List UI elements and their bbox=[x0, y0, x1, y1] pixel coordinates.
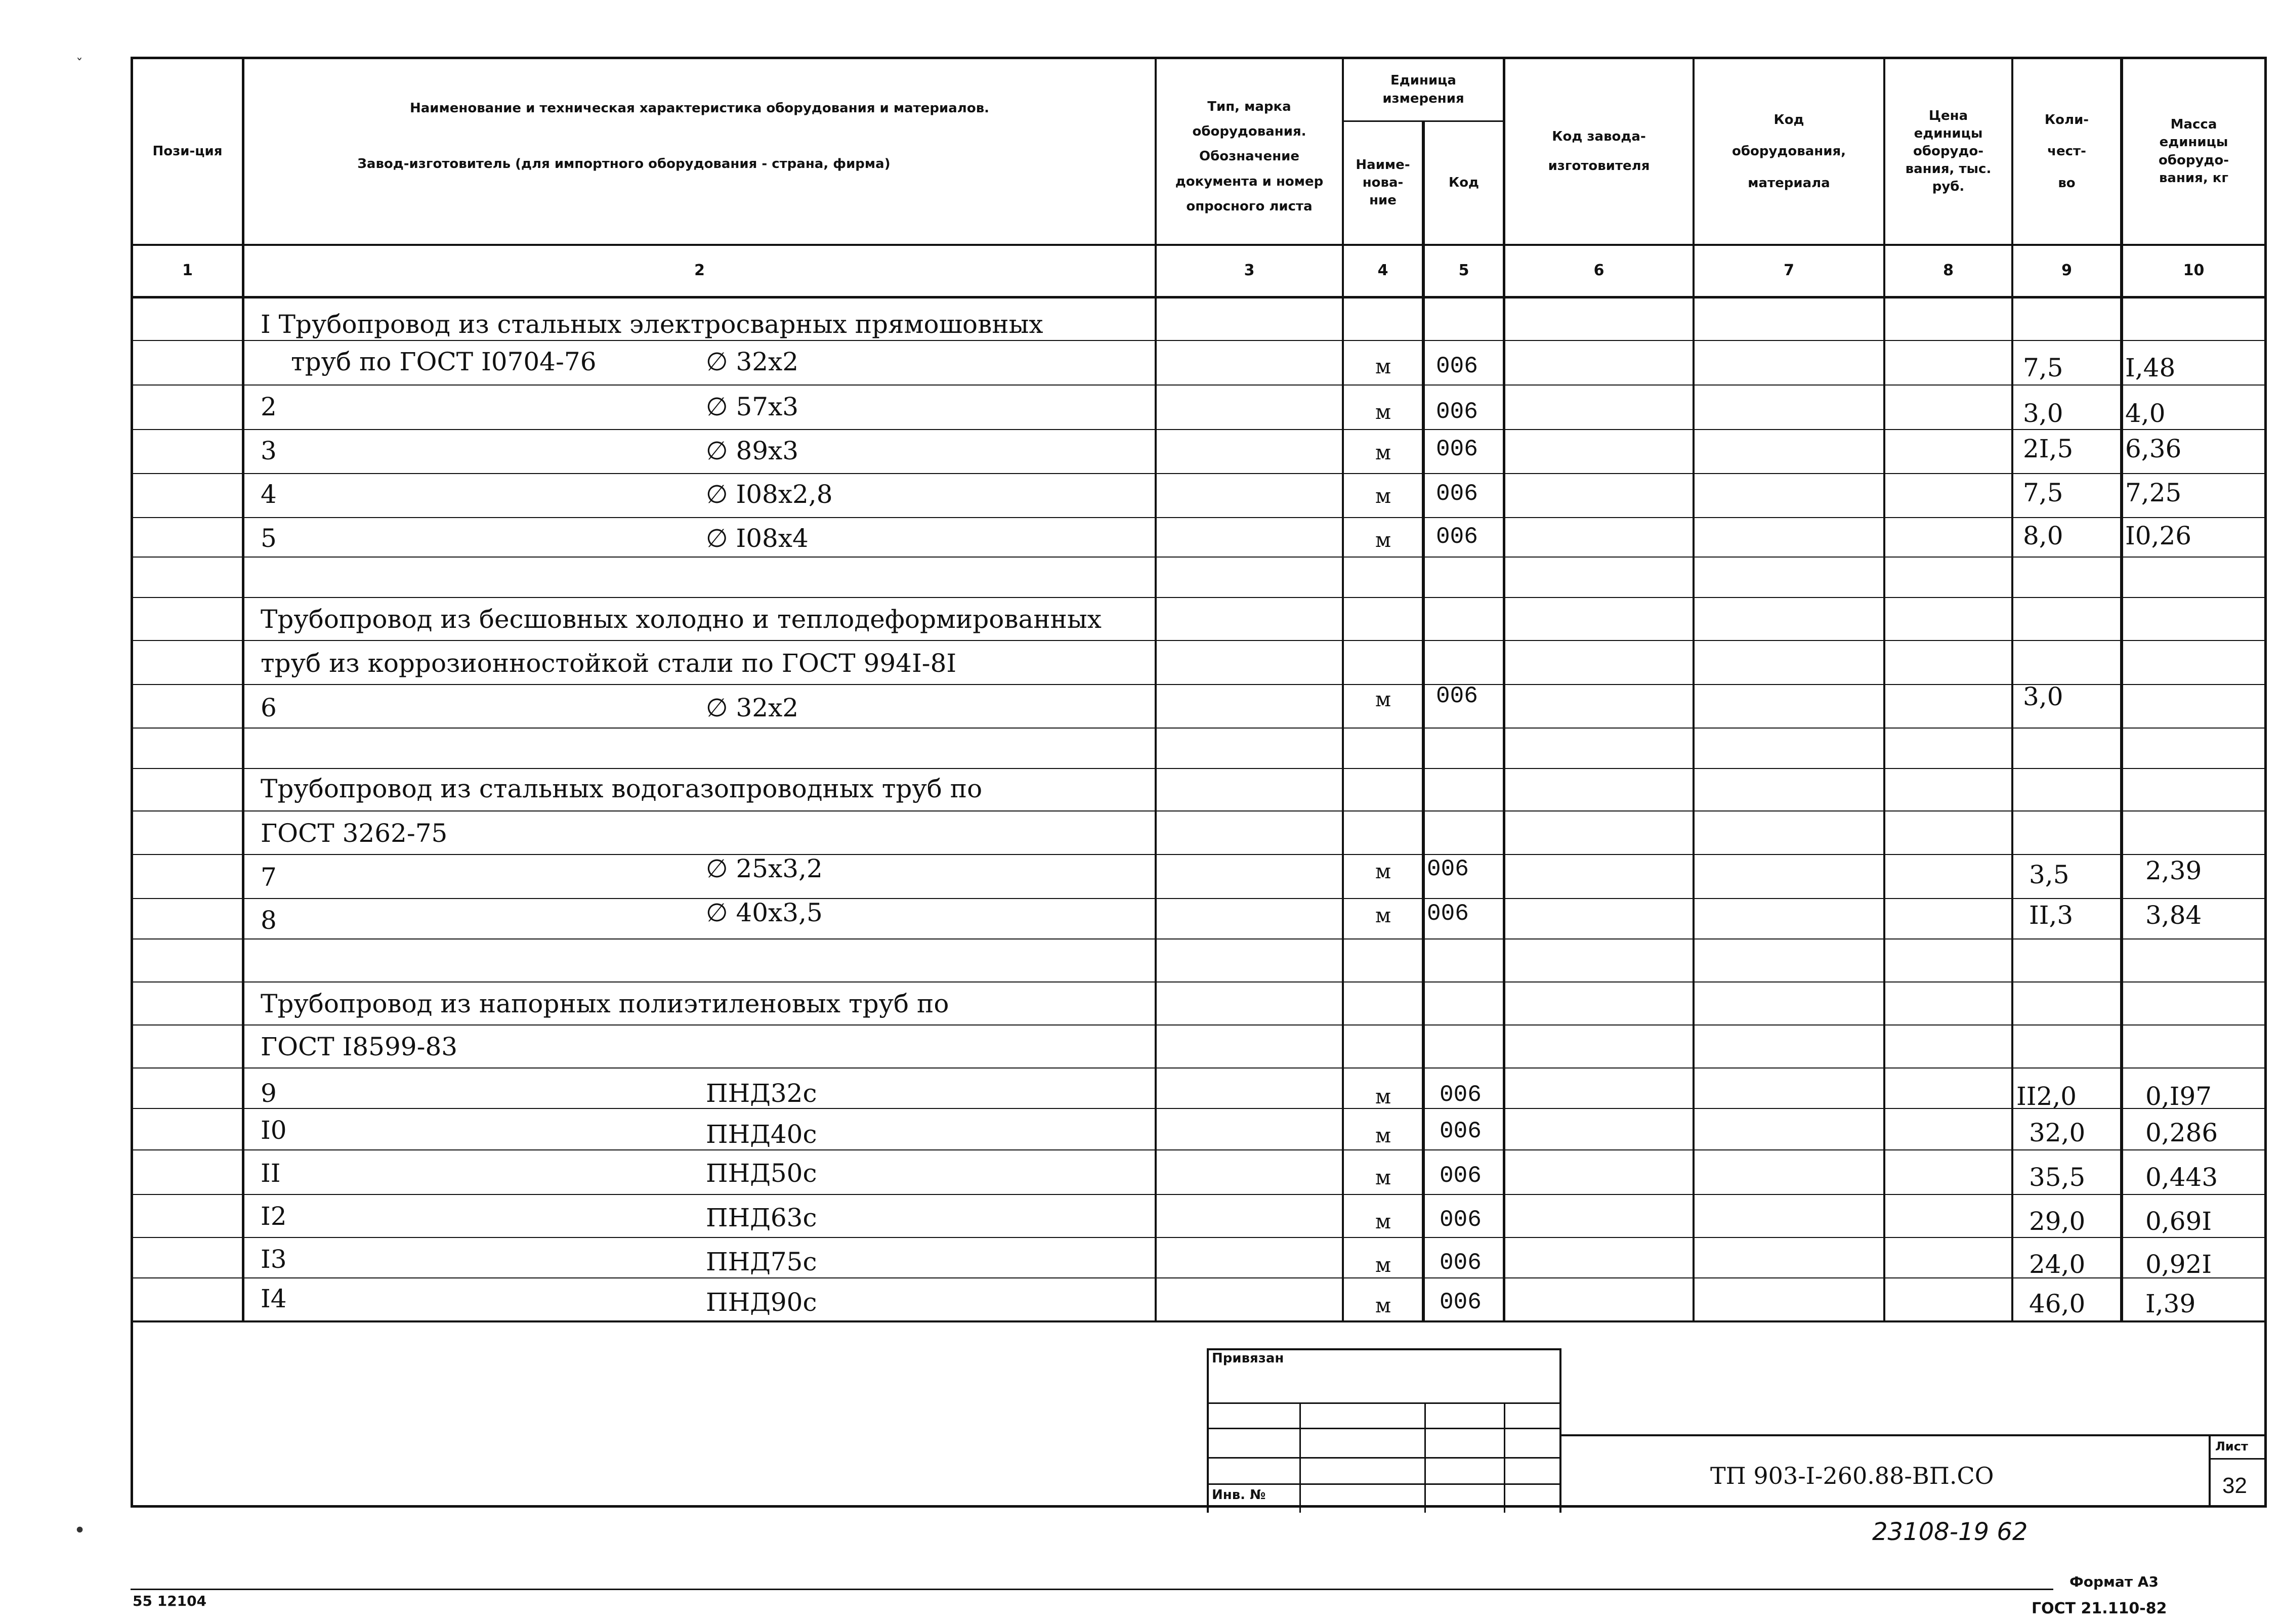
item-quantity: 3,5 bbox=[2029, 860, 2069, 889]
item-name: 2 bbox=[261, 392, 277, 421]
item-mass: 6,36 bbox=[2125, 434, 2182, 463]
item-unit: м bbox=[1375, 1085, 1391, 1108]
sheet-label: Лист bbox=[2215, 1439, 2248, 1454]
item-name: 6 bbox=[261, 693, 277, 722]
item-mass: 0,I97 bbox=[2145, 1082, 2212, 1111]
column-number: 8 bbox=[1943, 262, 1954, 280]
item-code: 006 bbox=[1436, 399, 1478, 425]
item-mark: ∅ I08х4 bbox=[706, 524, 809, 553]
header-equipment-code: Код оборудования, материала bbox=[1731, 112, 1846, 191]
format-label: Формат А3 bbox=[2069, 1573, 2159, 1590]
item-mark: ПНД50с bbox=[706, 1159, 817, 1188]
header-type: Тип, марка оборудования. Обозначение документа и номер опросного листа bbox=[1175, 99, 1324, 215]
item-name: I Трубопровод из стальных электросварных прямошовных bbox=[261, 310, 1043, 339]
stamp-privyazan: Привязан bbox=[1212, 1351, 1284, 1366]
column-number: 3 bbox=[1244, 262, 1255, 280]
item-quantity: II,3 bbox=[2029, 901, 2074, 930]
item-mark: ПНД63с bbox=[706, 1203, 817, 1232]
item-name: Трубопровод из напорных полиэтиленовых труб по bbox=[261, 989, 949, 1018]
document-designation: ТП 903-I-260.88-ВП.СО bbox=[1710, 1462, 1994, 1489]
item-code: 006 bbox=[1436, 353, 1478, 379]
item-name: 8 bbox=[261, 906, 277, 935]
header-unit-name: Наиме-нова-ние bbox=[1356, 157, 1410, 208]
item-mass: I,48 bbox=[2125, 353, 2176, 382]
item-unit: м bbox=[1375, 688, 1391, 711]
column-number: 10 bbox=[2183, 262, 2205, 280]
item-quantity: 3,0 bbox=[2023, 399, 2063, 428]
header-plant-code: Код завода-изготовителя bbox=[1548, 129, 1650, 174]
item-name: 7 bbox=[261, 863, 277, 892]
item-quantity: 2I,5 bbox=[2023, 434, 2074, 463]
item-quantity: 29,0 bbox=[2029, 1207, 2086, 1236]
item-name: ГОСТ I8599-83 bbox=[261, 1032, 458, 1061]
item-mass: 3,84 bbox=[2145, 901, 2202, 930]
item-mass: 7,25 bbox=[2125, 478, 2182, 507]
column-number: 1 bbox=[182, 262, 193, 280]
margin-mark: ∙ bbox=[73, 1518, 87, 1541]
item-mark: ∅ 57х3 bbox=[706, 392, 799, 421]
item-name: I4 bbox=[261, 1284, 287, 1313]
sheet-number: 32 bbox=[2222, 1473, 2247, 1498]
item-mark: ∅ 32х2 bbox=[706, 347, 799, 376]
item-mass: 0,69I bbox=[2145, 1207, 2212, 1236]
item-mark: ∅ 32х2 bbox=[706, 693, 799, 722]
item-unit: м bbox=[1375, 904, 1391, 927]
item-mass: I,39 bbox=[2145, 1289, 2196, 1318]
item-quantity: 35,5 bbox=[2029, 1163, 2086, 1192]
item-unit: м bbox=[1375, 860, 1391, 883]
item-quantity: 24,0 bbox=[2029, 1250, 2086, 1279]
header-quantity: Коли-чест-во bbox=[2044, 112, 2089, 191]
header-price: Цена единицы оборудо-вания, тыс. руб. bbox=[1905, 108, 1992, 195]
column-number: 2 bbox=[694, 262, 705, 280]
item-unit: м bbox=[1375, 485, 1391, 508]
item-code: 006 bbox=[1436, 436, 1478, 462]
item-mark: ПНД40с bbox=[706, 1120, 817, 1149]
item-code: 006 bbox=[1440, 1118, 1482, 1144]
item-mark: ∅ 25х3,2 bbox=[706, 854, 823, 883]
item-name: I0 bbox=[261, 1116, 287, 1145]
item-mark: ПНД32с bbox=[706, 1079, 817, 1108]
column-number: 6 bbox=[1593, 262, 1604, 280]
gost-label: ГОСТ 21.110-82 bbox=[2032, 1600, 2167, 1617]
stamp-inventory-number: Инв. № bbox=[1212, 1487, 1266, 1503]
item-name: 4 bbox=[261, 480, 277, 509]
item-mass: I0,26 bbox=[2125, 521, 2192, 550]
item-unit: м bbox=[1375, 355, 1391, 378]
item-quantity: II2,0 bbox=[2016, 1082, 2077, 1111]
item-mass: 0,286 bbox=[2145, 1118, 2218, 1147]
item-name: 9 bbox=[261, 1079, 277, 1108]
item-mass: 0,443 bbox=[2145, 1163, 2218, 1192]
item-unit: м bbox=[1375, 401, 1391, 424]
item-code: 006 bbox=[1440, 1082, 1482, 1108]
column-number: 4 bbox=[1377, 262, 1388, 280]
item-unit: м bbox=[1375, 1210, 1391, 1233]
item-code: 006 bbox=[1440, 1207, 1482, 1233]
item-code: 006 bbox=[1440, 1250, 1482, 1276]
item-name: ГОСТ 3262-75 bbox=[261, 819, 448, 848]
item-unit: м bbox=[1375, 1166, 1391, 1189]
item-quantity: 7,5 bbox=[2023, 353, 2063, 382]
header-unit-code: Код bbox=[1448, 175, 1480, 190]
archive-number: 23108-19 62 bbox=[1872, 1518, 2028, 1546]
item-code: 006 bbox=[1436, 683, 1478, 709]
item-quantity: 32,0 bbox=[2029, 1118, 2086, 1147]
item-name: труб из коррозионностойкой стали по ГОСТ 994I-8I bbox=[261, 649, 957, 678]
item-mark: ∅ I08х2,8 bbox=[706, 480, 833, 509]
item-name: I3 bbox=[261, 1245, 287, 1274]
item-mass: 2,39 bbox=[2145, 856, 2202, 885]
item-name: I2 bbox=[261, 1202, 287, 1231]
margin-mark: ˇ bbox=[76, 56, 83, 72]
column-number: 7 bbox=[1784, 262, 1794, 280]
item-unit: м bbox=[1375, 441, 1391, 464]
item-code: 006 bbox=[1427, 856, 1469, 882]
item-mark: ∅ 89х3 bbox=[706, 436, 799, 465]
item-unit: м bbox=[1375, 529, 1391, 552]
item-mass: 4,0 bbox=[2125, 399, 2166, 428]
item-name: Трубопровод из бесшовных холодно и теплодеформированных bbox=[261, 605, 1102, 634]
item-quantity: 8,0 bbox=[2023, 521, 2063, 550]
header-position: Пози-ция bbox=[152, 143, 223, 159]
header-name-line1: Наименование и техническая характеристика оборудования и материалов. bbox=[409, 101, 990, 116]
header-unit: Единица измерения bbox=[1382, 73, 1464, 106]
item-name: Трубопровод из стальных водогазопроводных труб по bbox=[261, 774, 983, 803]
item-mark: ПНД75с bbox=[706, 1247, 817, 1276]
item-code: 006 bbox=[1436, 481, 1478, 507]
item-quantity: 46,0 bbox=[2029, 1289, 2086, 1318]
item-quantity: 3,0 bbox=[2023, 682, 2063, 711]
item-name: 5 bbox=[261, 524, 277, 553]
item-quantity: 7,5 bbox=[2023, 478, 2063, 507]
column-number: 9 bbox=[2061, 262, 2072, 280]
item-name: 3 bbox=[261, 436, 277, 465]
column-number: 5 bbox=[1458, 262, 1469, 280]
item-code: 006 bbox=[1427, 901, 1469, 927]
item-unit: м bbox=[1375, 1254, 1391, 1277]
item-code: 006 bbox=[1440, 1163, 1482, 1189]
header-mass: Масса единицы оборудо-вания, кг bbox=[2158, 117, 2229, 186]
item-code: 006 bbox=[1436, 524, 1478, 550]
item-name: труб по ГОСТ I0704-76 bbox=[291, 347, 597, 376]
item-unit: м bbox=[1375, 1124, 1391, 1147]
header-name-line2: Завод-изготовитель (для импортного оборудования - страна, фирма) bbox=[357, 156, 891, 172]
item-name: II bbox=[261, 1159, 281, 1188]
item-unit: м bbox=[1375, 1294, 1391, 1317]
item-mark: ∅ 40х3,5 bbox=[706, 898, 823, 927]
item-mark: ПНД90с bbox=[706, 1288, 817, 1317]
left-code: 55 12104 bbox=[133, 1593, 207, 1609]
item-mass: 0,92I bbox=[2145, 1250, 2212, 1279]
item-code: 006 bbox=[1440, 1289, 1482, 1315]
